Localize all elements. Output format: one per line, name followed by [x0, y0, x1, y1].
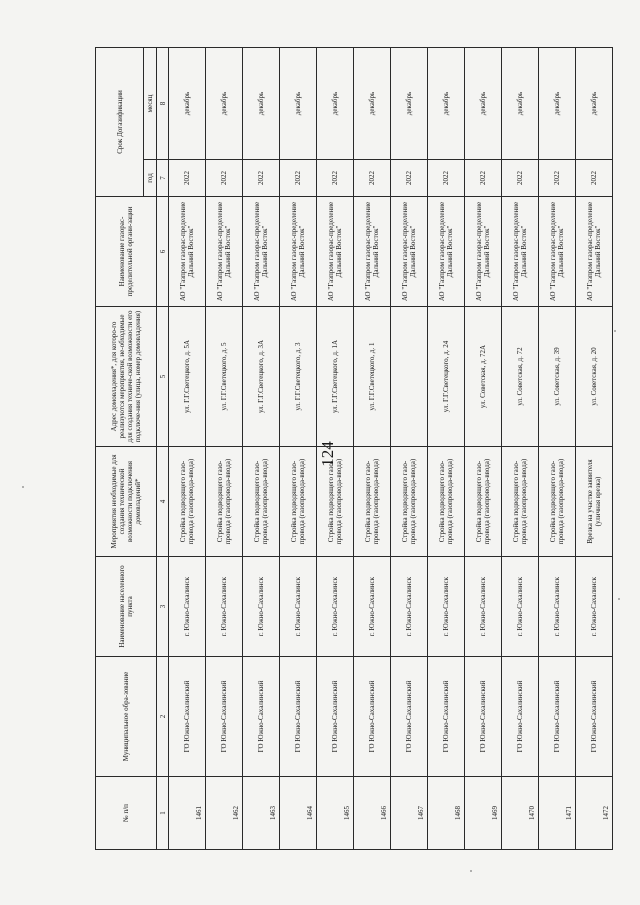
year-cell: 2022 — [206, 160, 243, 197]
table-row — [465, 47, 502, 849]
table-row — [576, 47, 613, 849]
organization-cell: АО "Газпром газорас-пределение Дальний Восток" — [391, 197, 428, 307]
month-cell: декабрь — [206, 47, 243, 159]
settlement-cell: г. Южно-Сахалинск — [428, 557, 465, 657]
header-organization: Наименование газорас-пределительной органи-зации — [96, 197, 157, 307]
municipality-cell: ГО Южно-Сахалинский — [428, 657, 465, 777]
row-number: 1470 — [502, 777, 539, 850]
action-cell: Стройка подводящего газо-провода (газопровода-ввода) — [280, 447, 317, 557]
table-row — [169, 47, 206, 849]
gasification-table — [95, 47, 613, 850]
action-cell: Стройка подводящего газо-провода (газопровода-ввода) — [206, 447, 243, 557]
row-number: 1467 — [391, 777, 428, 850]
year-cell: 2022 — [428, 160, 465, 197]
month-cell: декабрь — [243, 47, 280, 159]
municipality-cell: ГО Южно-Сахалинский — [391, 657, 428, 777]
header-year: год — [144, 160, 157, 197]
row-number: 1464 — [280, 777, 317, 850]
column-numbers-row — [157, 47, 169, 849]
table-row — [243, 47, 280, 849]
organization-cell: АО "Газпром газорас-пределение Дальний Восток" — [354, 197, 391, 307]
action-cell: Стройка подводящего газо-провода (газопровода-ввода) — [243, 447, 280, 557]
settlement-cell: г. Южно-Сахалинск — [317, 557, 354, 657]
action-cell: Стройка подводящего газо-провода (газопровода-ввода) — [428, 447, 465, 557]
year-cell: 2022 — [354, 160, 391, 197]
year-cell: 2022 — [243, 160, 280, 197]
address-cell: ул. Советская, д. 72 — [502, 307, 539, 447]
organization-cell: АО "Газпром газорас-пределение Дальний Восток" — [243, 197, 280, 307]
header-deadline: Срок Догазификации — [96, 47, 144, 196]
address-cell: ул. Г.Г.Светецкого, д. 1А — [317, 307, 354, 447]
month-cell: декабрь — [428, 47, 465, 159]
municipality-cell: ГО Южно-Сахалинский — [465, 657, 502, 777]
municipality-cell: ГО Южно-Сахалинский — [354, 657, 391, 777]
address-cell: ул. Г.Г.Светецкого, д. 5А — [169, 307, 206, 447]
month-cell: декабрь — [169, 47, 206, 159]
settlement-cell: г. Южно-Сахалинск — [206, 557, 243, 657]
header-settlement: Наименование населенного пункта — [96, 557, 157, 657]
header-action: Мероприятия необходимые для создания технической возможности подключения домовладений* — [96, 447, 157, 557]
year-cell: 2022 — [317, 160, 354, 197]
organization-cell: АО "Газпром газорас-пределение Дальний Восток" — [465, 197, 502, 307]
month-cell: декабрь — [280, 47, 317, 159]
rotated-table-container — [95, 48, 610, 850]
settlement-cell: г. Южно-Сахалинск — [576, 557, 613, 657]
organization-cell: АО "Газпром газорас-пределение Дальний Восток" — [169, 197, 206, 307]
month-cell: декабрь — [317, 47, 354, 159]
row-number: 1471 — [539, 777, 576, 850]
month-cell: декабрь — [391, 47, 428, 159]
row-number: 1469 — [465, 777, 502, 850]
address-cell: ул. Советская, д. 20 — [576, 307, 613, 447]
column-number: 1 — [157, 777, 169, 850]
row-number: 1472 — [576, 777, 613, 850]
settlement-cell: г. Южно-Сахалинск — [502, 557, 539, 657]
municipality-cell: ГО Южно-Сахалинский — [539, 657, 576, 777]
column-number: 7 — [157, 160, 169, 197]
settlement-cell: г. Южно-Сахалинск — [391, 557, 428, 657]
month-cell: декабрь — [502, 47, 539, 159]
organization-cell: АО "Газпром газорас-пределение Дальний Восток" — [576, 197, 613, 307]
settlement-cell: г. Южно-Сахалинск — [280, 557, 317, 657]
month-cell: декабрь — [465, 47, 502, 159]
settlement-cell: г. Южно-Сахалинск — [243, 557, 280, 657]
month-cell: декабрь — [354, 47, 391, 159]
year-cell: 2022 — [576, 160, 613, 197]
header-municipality: Муниципальное обра-зование — [96, 657, 157, 777]
scan-speck — [470, 870, 472, 872]
table-row — [354, 47, 391, 849]
table-row — [428, 47, 465, 849]
month-cell: декабрь — [539, 47, 576, 159]
action-cell: Стройка подводящего газо-провода (газопровода-ввода) — [539, 447, 576, 557]
column-number: 5 — [157, 307, 169, 447]
settlement-cell: г. Южно-Сахалинск — [465, 557, 502, 657]
scan-speck — [618, 598, 620, 600]
action-cell: Стройка подводящего газо-провода (газопровода-ввода) — [502, 447, 539, 557]
column-number: 8 — [157, 47, 169, 159]
municipality-cell: ГО Южно-Сахалинский — [576, 657, 613, 777]
municipality-cell: ГО Южно-Сахалинский — [317, 657, 354, 777]
column-number: 2 — [157, 657, 169, 777]
year-cell: 2022 — [280, 160, 317, 197]
table-row — [502, 47, 539, 849]
action-cell: Стройка подводящего газо-провода (газопровода-ввода) — [169, 447, 206, 557]
settlement-cell: г. Южно-Сахалинск — [354, 557, 391, 657]
page-number: 124 — [318, 441, 337, 467]
month-cell: декабрь — [576, 47, 613, 159]
year-cell: 2022 — [539, 160, 576, 197]
header-month: месяц — [144, 47, 157, 159]
address-cell: ул. Г.Г.Светецкого, д. 5 — [206, 307, 243, 447]
action-cell: Врезка на участке заявителя (уличная врезка) — [576, 447, 613, 557]
address-cell: ул. Советская, д. 72А — [465, 307, 502, 447]
organization-cell: АО "Газпром газорас-пределение Дальний Восток" — [206, 197, 243, 307]
row-number: 1465 — [317, 777, 354, 850]
organization-cell: АО "Газпром газорас-пределение Дальний Восток" — [502, 197, 539, 307]
table-row — [206, 47, 243, 849]
table-row — [280, 47, 317, 849]
year-cell: 2022 — [502, 160, 539, 197]
organization-cell: АО "Газпром газорас-пределение Дальний Восток" — [280, 197, 317, 307]
municipality-cell: ГО Южно-Сахалинский — [169, 657, 206, 777]
organization-cell: АО "Газпром газорас-пределение Дальний Восток" — [317, 197, 354, 307]
action-cell: Стройка подводящего газо-провода (газопровода-ввода) — [465, 447, 502, 557]
organization-cell: АО "Газпром газорас-пределение Дальний Восток" — [428, 197, 465, 307]
header-num: № п/п — [96, 777, 157, 850]
table-row — [317, 47, 354, 849]
row-number: 1466 — [354, 777, 391, 850]
table-row — [391, 47, 428, 849]
action-cell: Стройка подводящего газо-провода (газопровода-ввода) — [354, 447, 391, 557]
header-row — [96, 47, 144, 849]
column-number: 3 — [157, 557, 169, 657]
municipality-cell: ГО Южно-Сахалинский — [206, 657, 243, 777]
address-cell: ул. Г.Г.Светецкого, д. 24 — [428, 307, 465, 447]
action-cell: Стройка подводящего газо-провода (газопровода-ввода) — [317, 447, 354, 557]
table-row — [539, 47, 576, 849]
organization-cell: АО "Газпром газорас-пределение Дальний Восток" — [539, 197, 576, 307]
address-cell — [391, 307, 428, 447]
municipality-cell: ГО Южно-Сахалинский — [502, 657, 539, 777]
address-cell: ул. Г.Г.Светецкого, д. 3А — [243, 307, 280, 447]
column-number: 4 — [157, 447, 169, 557]
column-number: 6 — [157, 197, 169, 307]
year-cell: 2022 — [169, 160, 206, 197]
municipality-cell: ГО Южно-Сахалинский — [280, 657, 317, 777]
scan-speck — [614, 330, 616, 332]
settlement-cell: г. Южно-Сахалинск — [539, 557, 576, 657]
address-cell: ул. Советская, д. 39 — [539, 307, 576, 447]
municipality-cell: ГО Южно-Сахалинский — [243, 657, 280, 777]
row-number: 1463 — [243, 777, 280, 850]
year-cell: 2022 — [391, 160, 428, 197]
address-cell: ул. Г.Г.Светецкого, д. 3 — [280, 307, 317, 447]
row-number: 1462 — [206, 777, 243, 850]
scan-speck — [22, 486, 24, 488]
address-cell: ул. Г.Г.Светецкого, д. 1 — [354, 307, 391, 447]
action-cell: Стройка подводящего газо-провода (газопровода-ввода) — [391, 447, 428, 557]
year-cell: 2022 — [465, 160, 502, 197]
row-number: 1468 — [428, 777, 465, 850]
settlement-cell: г. Южно-Сахалинск — [169, 557, 206, 657]
header-address: Адрес домовладения*, для которо-го реализуются мероприятия, не-обходимые для создания техниче-ской возможности его подключе-ния (улица, номер домовладения) — [96, 307, 157, 447]
row-number: 1461 — [169, 777, 206, 850]
